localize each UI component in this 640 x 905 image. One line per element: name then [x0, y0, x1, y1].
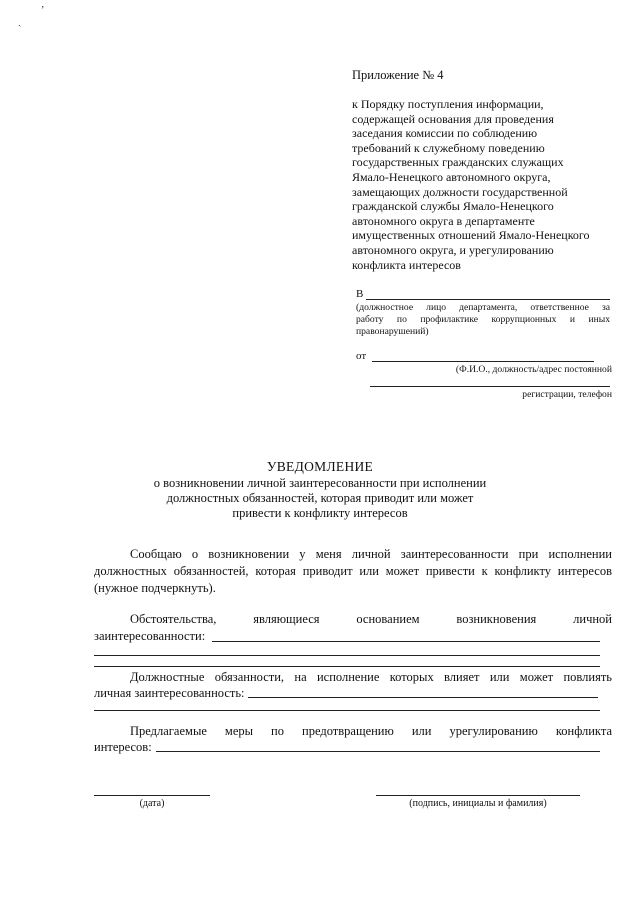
document-subtitle-line: должностных обязанностей, которая приводит или может — [166, 491, 474, 505]
scan-speck: ʼ — [41, 5, 45, 16]
from-field-line-2[interactable] — [370, 386, 610, 387]
from-field-line[interactable] — [372, 361, 594, 362]
annex-line: заседания комиссии по соблюдению — [352, 126, 538, 141]
annex-line: автономного округа в департаменте — [352, 213, 535, 228]
duties-label-line: личная заинтересованность: — [94, 686, 245, 700]
paragraph-1-line: (нужное подчеркнуть). — [94, 581, 216, 595]
annex-reference — [352, 97, 612, 272]
annex-line: Ямало-Ненецкого автономного округа, — [352, 169, 551, 184]
date-caption: (дата) — [139, 798, 165, 809]
from-label: от — [356, 350, 367, 362]
circumstances-field-line[interactable] — [212, 641, 600, 642]
annex-line: автономного округа, и урегулированию — [352, 242, 554, 257]
document-subtitle-line: привести к конфликту интересов — [232, 506, 408, 520]
to-field-note — [356, 302, 610, 338]
annex-line: имущественных отношений Ямало-Ненецкого — [352, 228, 590, 243]
document-subtitle-line: о возникновении личной заинтересованности при исполнении — [153, 476, 487, 490]
paragraph-1-line: Сообщаю о возникновении у меня личной заинтересованности при исполнении — [130, 547, 612, 561]
circumstances-label-line: заинтересованности: — [94, 629, 206, 643]
annex-line: замещающих должности государственной — [352, 184, 568, 199]
duties-label-line: Должностные обязанности, на исполнение которых влияет или может повлиять — [130, 670, 612, 684]
paragraph-1-line: должностных обязанностей, которая приводит или может привести к конфликту интересов — [94, 564, 612, 578]
to-field-line[interactable] — [366, 299, 610, 300]
annex-title: Приложение № 4 — [352, 68, 444, 82]
annex-line: гражданской службы Ямало-Ненецкого — [352, 199, 554, 214]
annex-line: требований к служебному поведению — [352, 140, 545, 155]
circumstances-field-line-3[interactable] — [94, 666, 600, 667]
measures-field-line[interactable] — [156, 751, 600, 752]
from-field-note-2: регистрации, телефон — [522, 389, 612, 400]
annex-line: конфликта интересов — [352, 257, 461, 272]
document-title: УВЕДОМЛЕНИЕ — [266, 459, 374, 474]
from-field-note: (Ф.И.О., должность/адрес постоянной — [455, 364, 612, 375]
circumstances-label-line: Обстоятельства, являющиеся основанием возникновения личной — [130, 612, 612, 626]
to-label: В — [356, 288, 364, 300]
circumstances-field-line-2[interactable] — [94, 655, 600, 656]
annex-line: к Порядку поступления информации, — [352, 97, 544, 111]
to-note-line: работу по профилактике коррупционных и иных — [356, 314, 610, 325]
annex-line: содержащей основания для проведения — [352, 111, 554, 126]
signature-field-line[interactable] — [376, 795, 580, 796]
measures-label-line: Предлагаемые меры по предотвращению или урегулированию конфликта — [130, 724, 612, 738]
duties-field-line-2[interactable] — [94, 710, 600, 711]
date-field-line[interactable] — [94, 795, 210, 796]
measures-label-line: интересов: — [94, 740, 152, 754]
to-note-line: правонарушений) — [356, 326, 429, 337]
duties-field-line[interactable] — [248, 697, 598, 698]
to-note-line: (должностное лицо департамента, ответственное за — [356, 302, 610, 313]
annex-line: государственных гражданских служащих — [352, 155, 564, 170]
signature-caption: (подпись, инициалы и фамилия) — [409, 798, 547, 809]
scan-speck: ˎ — [18, 16, 22, 27]
